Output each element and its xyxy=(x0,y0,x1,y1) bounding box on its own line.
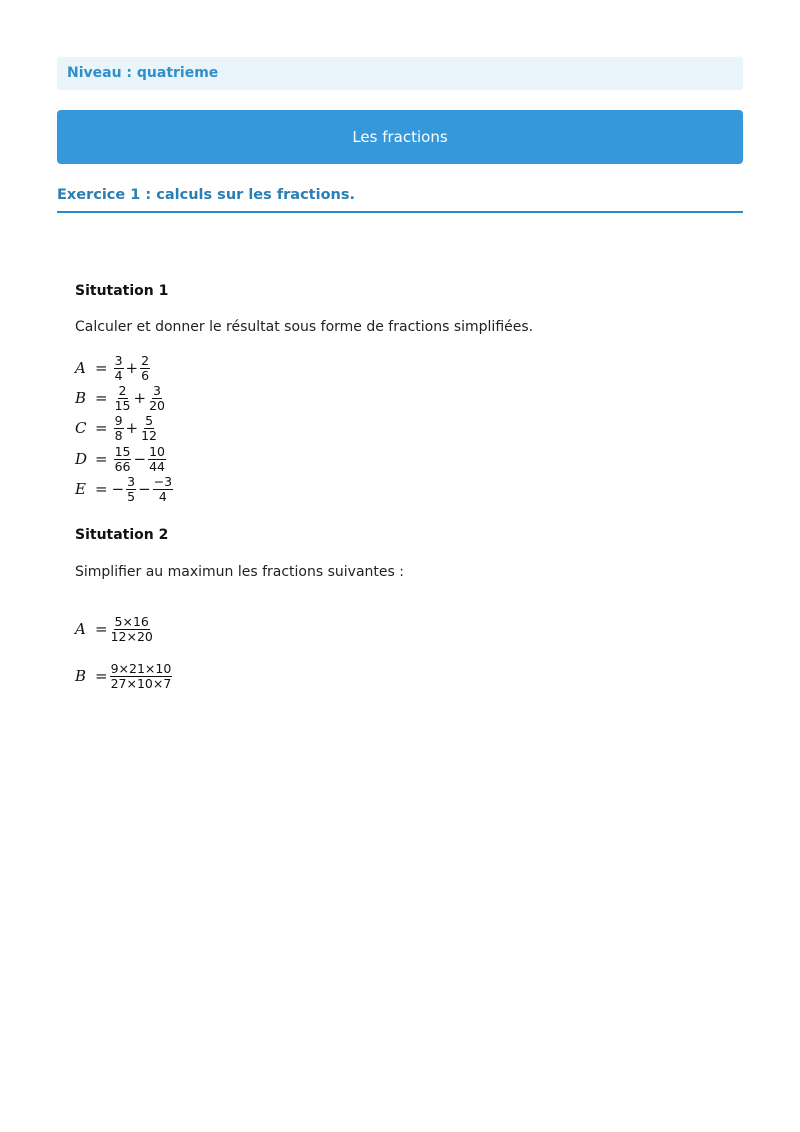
operator: − xyxy=(138,480,151,498)
fraction xyxy=(126,475,136,504)
situation-1-instruction: Calculer et donner le résultat sous forme de fractions simplifiées. xyxy=(75,319,534,335)
numerator: 9 xyxy=(114,412,123,428)
denominator: 4 xyxy=(158,488,167,504)
formula-variable: A xyxy=(75,359,86,377)
equals-sign: = xyxy=(95,389,108,407)
fraction xyxy=(114,445,132,474)
numerator: 10 xyxy=(149,443,165,459)
numerator: 2 xyxy=(141,352,150,368)
equals-sign: = xyxy=(95,480,108,498)
numerator: 3 xyxy=(153,382,161,398)
equals-sign: = xyxy=(95,419,108,437)
denominator: 27×10×7 xyxy=(110,675,172,691)
fraction xyxy=(140,354,150,383)
denominator: 6 xyxy=(141,367,150,383)
numerator: 2 xyxy=(118,382,127,398)
denominator: 12×20 xyxy=(110,628,153,644)
fraction xyxy=(114,384,132,413)
equals-sign: = xyxy=(95,359,108,377)
leading-sign: − xyxy=(111,480,125,498)
fraction xyxy=(148,384,166,413)
numerator: 3 xyxy=(114,352,123,368)
situation-1-title: Situtation 1 xyxy=(75,283,169,299)
formula-c xyxy=(75,413,158,443)
equals-sign: = xyxy=(95,620,108,638)
situation-2-instruction: Simplifier au maximun les fractions suivantes : xyxy=(75,564,404,580)
fraction xyxy=(153,475,173,504)
formula-b xyxy=(75,383,166,413)
exercise-title: Exercice 1 : calculs sur les fractions. xyxy=(57,183,743,213)
equals-sign: = xyxy=(95,667,108,685)
equals-sign: = xyxy=(95,450,108,468)
formula-simplify-a xyxy=(75,614,154,644)
operator: − xyxy=(133,450,147,468)
denominator: 20 xyxy=(149,397,165,413)
formula-e xyxy=(75,474,173,504)
formula-variable: B xyxy=(75,667,87,685)
denominator: 12 xyxy=(141,427,158,443)
denominator: 4 xyxy=(114,367,123,383)
operator: + xyxy=(125,359,139,377)
formula-variable: B xyxy=(75,389,87,407)
fraction xyxy=(110,662,173,691)
fraction xyxy=(140,414,158,443)
formula-variable: E xyxy=(75,480,86,498)
denominator: 66 xyxy=(114,458,131,474)
denominator: 44 xyxy=(149,458,165,474)
denominator: 8 xyxy=(114,427,123,443)
fraction xyxy=(114,414,124,443)
situation-2-title: Situtation 2 xyxy=(75,527,169,543)
denominator: 15 xyxy=(114,397,131,413)
level-badge: Niveau : quatrieme xyxy=(57,57,743,90)
operator: + xyxy=(133,389,147,407)
denominator: 5 xyxy=(127,488,136,504)
lesson-title-banner: Les fractions xyxy=(57,110,743,164)
formula-simplify-b xyxy=(75,661,172,691)
numerator: 5×16 xyxy=(114,613,149,629)
operator: + xyxy=(125,419,139,437)
formula-variable: C xyxy=(75,419,87,437)
numerator: 9×21×10 xyxy=(110,660,172,676)
fraction xyxy=(110,615,154,644)
numerator: 5 xyxy=(145,412,154,428)
numerator: 3 xyxy=(127,473,136,489)
formula-d xyxy=(75,444,166,474)
formula-variable: A xyxy=(75,620,86,638)
fraction xyxy=(148,445,166,474)
formula-a xyxy=(75,353,150,383)
formula-variable: D xyxy=(75,450,88,468)
fraction xyxy=(114,354,124,383)
numerator: 15 xyxy=(114,443,131,459)
numerator: −3 xyxy=(153,473,173,489)
